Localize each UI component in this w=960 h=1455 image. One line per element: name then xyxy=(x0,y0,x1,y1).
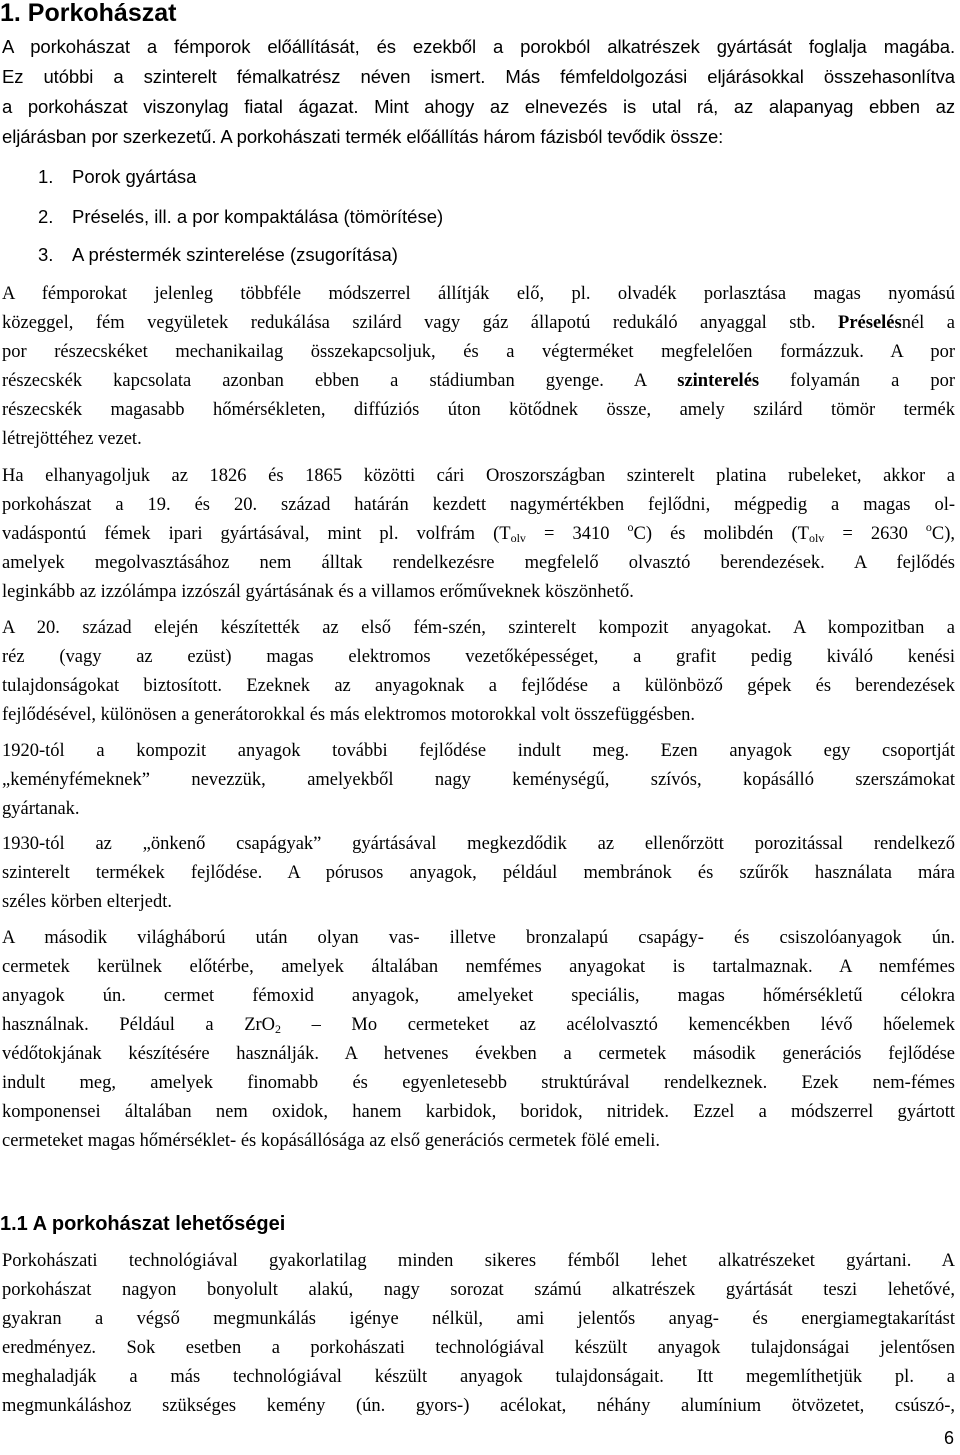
para7-line-1: A második világháború után olyan vas- illetve bronzalapú csapágy- és csiszolóanyagok ún. xyxy=(2,928,955,948)
para2-line-4 xyxy=(2,367,955,395)
para3-text: C) és molibdén (T xyxy=(633,524,809,544)
para2-line-6: létrejöttéhez vezet. xyxy=(2,429,142,449)
list-text: Porok gyártása xyxy=(72,166,197,187)
page-number: 6 xyxy=(943,1428,954,1448)
page-title: 1. Porkohászat xyxy=(0,0,177,27)
para8-line-6: megmunkáláshoz szükséges kemény (ún. gyors-) acélokat, néhány alumínium ötvözetet, csúszó-, xyxy=(2,1396,955,1416)
section-heading: 1.1 A porkohászat lehetőségei xyxy=(0,1213,286,1235)
para2-text: részecskék kapcsolata azonban ebben a stádiumban gyenge. A xyxy=(2,371,647,391)
para7-line-8: cermeteket magas hőmérséklet- és kopásállósága az első generációs cermetek fölé emeli. xyxy=(2,1131,660,1151)
para2-text-end: nél a xyxy=(901,313,956,333)
para2-text-end: folyamán a por xyxy=(790,371,955,391)
para1-line-1: A porkohászat a fémporok előállítását, és ezekből a porokból alkatrészek gyártását foglalja magába. xyxy=(2,36,955,57)
para3-text: = 2630 xyxy=(824,524,926,544)
para2-bold-term: szinterelés xyxy=(677,371,760,391)
list-number: 3. xyxy=(38,244,54,265)
para4-line-3: tulajdonságokat biztosított. Ezeknek az anyagoknak a fejlődése a különböző gépek és berendezések xyxy=(2,676,955,696)
para2-line-1: A fémporokat jelenleg többféle módszerrel állítják elő, pl. olvadék porlasztása magas nyomású xyxy=(2,284,955,304)
para7-line-2: cermetek kerülnek előtérbe, amelyek általában nemfémes anyagokat is tartalmaznak. A nemfémes xyxy=(2,957,955,977)
para4-line-2: réz (vagy az ezüst) magas elektromos vezetőképességet, a grafit pedig kiváló kenési xyxy=(2,647,955,667)
para3-line-3 xyxy=(2,520,955,548)
para8-line-2: porkohászat nagyon bonyolult alakú, nagy sorozat számú alkatrészek gyártását teszi lehetővé, xyxy=(2,1280,955,1300)
para7-line-3: anyagok ún. cermet fémoxid anyagok, amelyeket speciális, magas hőmérsékletű célokra xyxy=(2,986,955,1006)
list-item xyxy=(38,203,443,231)
superscript: o xyxy=(627,520,634,534)
list-text: Préselés, ill. a por kompaktálása (tömörítése) xyxy=(72,206,444,227)
para3-line-2: porkohászat a 19. és 20. század határán kezdett nagymértékben fejlődni, mégpedig a magas ol- xyxy=(2,495,955,515)
para8-line-1: Porkohászati technológiával gyakorlatilag minden sikeres fémből lehet alkatrészeket gyártani. A xyxy=(2,1251,955,1271)
para5-line-2: „keményfémeknek” nevezzük, amelyekből nagy keménységű, szívós, kopásálló szerszámokat xyxy=(2,770,955,790)
para5-line-3: gyártanak. xyxy=(2,799,80,819)
para3-line-1: Ha elhanyagoljuk az 1826 és 1865 közötti cári Oroszországban szinterelt platina rubeleket, akkor a xyxy=(2,466,955,486)
list-item xyxy=(38,163,196,191)
list-item xyxy=(38,241,398,269)
para2-line-2 xyxy=(2,309,955,337)
para3-line-5: leginkább az izzólámpa izzószál gyártásának és a villamos erőműveknek köszönhető. xyxy=(2,582,634,602)
para6-line-3: széles körben elterjedt. xyxy=(2,892,173,912)
list-number: 2. xyxy=(38,206,54,227)
para8-line-3: gyakran a végső megmunkálás igénye nélkül, ami jelentős anyag- és energiamegtakarítást xyxy=(2,1309,955,1329)
para7-line-6: indult meg, amelyek finomabb és egyenletesebb struktúrával rendelkeznek. Ezek nem-fémes xyxy=(2,1073,955,1093)
list-text: A préstermék szinterelése (zsugorítása) xyxy=(72,244,398,265)
para5-line-1: 1920-tól a kompozit anyagok további fejlődése indult meg. Ezen anyagok egy csoportját xyxy=(2,741,955,761)
para6-line-1: 1930-tól az „önkenő csapágyak” gyártásával megkezdődik az ellenőrzött porozitással rendelkező xyxy=(2,834,955,854)
para6-line-2: szinterelt termékek fejlődése. A pórusos anyagok, például membránok és szűrők használata mára xyxy=(2,863,955,883)
superscript: o xyxy=(925,520,932,534)
para7-text: használnak. Például a ZrO xyxy=(2,1015,276,1035)
subscript: olv xyxy=(510,531,526,545)
para3-line-4: amelyek megolvasztásához nem álltak rendelkezésre megfelelő olvasztó berendezések. A fejlődés xyxy=(2,553,955,573)
para7-line-4 xyxy=(2,1011,955,1039)
para4-line-1: A 20. század elején készítették az első fém-szén, szinterelt kompozit anyagokat. A kompozitban a xyxy=(2,618,955,638)
para3-text: C), xyxy=(931,524,955,544)
para3-text: vadáspontú fémek ipari gyártásával, mint pl. volfrám (T xyxy=(2,524,511,544)
para2-line-3: por részecskéket mechanikailag összekapcsoljuk, és a végterméket megfelelően formázzuk. A por xyxy=(2,342,955,362)
para8-line-4: eredményez. Sok esetben a porkohászati technológiával készült anyagok tulajdonságai jelentősen xyxy=(2,1338,955,1358)
para1-line-2: Ez utóbbi a szinterelt fémalkatrész néven ismert. Más fémfeldolgozási eljárásokkal összehasonlítva xyxy=(2,66,955,87)
subscript: olv xyxy=(808,531,825,545)
para1-line-3: a porkohászat viszonylag fiatal ágazat. Mint ahogy az elnevezés is utal rá, az alapanyag ebben az xyxy=(2,96,955,117)
para1-line-4: eljárásban por szerkezetű. A porkohászati termék előállítás három fázisból tevődik össze: xyxy=(2,126,724,147)
list-number: 1. xyxy=(38,166,54,187)
para7-text: – Mo cermeteket az acélolvasztó kemencékben lévő hőelemek xyxy=(281,1015,955,1035)
para2-bold-term: Préselés xyxy=(838,313,902,333)
para8-line-5: meghaladják a más technológiával készült anyagok tulajdonságait. Itt megemlíthetjük pl. a xyxy=(2,1367,955,1387)
para3-text: = 3410 xyxy=(525,524,628,544)
para2-line-5: részecskék magasabb hőmérsékleten, diffúziós úton kötődnek össze, amely szilárd tömör termék xyxy=(2,400,955,420)
para4-line-4: fejlődésével, különösen a generátorokkal és más elektromos motorokkal volt összefüggésben. xyxy=(2,705,696,725)
subscript: 2 xyxy=(275,1022,282,1036)
para2-text: közeggel, fém vegyületek redukálása szilárd vagy gáz állapotú redukáló anyaggal stb. xyxy=(2,313,816,333)
para7-line-5: védőtokjának készítésére használják. A hetvenes években a cermetek második generációs fejlődése xyxy=(2,1044,955,1064)
para7-line-7: komponensei általában nem oxidok, hanem karbidok, boridok, nitridek. Ezzel a módszerrel gyártott xyxy=(2,1102,955,1122)
